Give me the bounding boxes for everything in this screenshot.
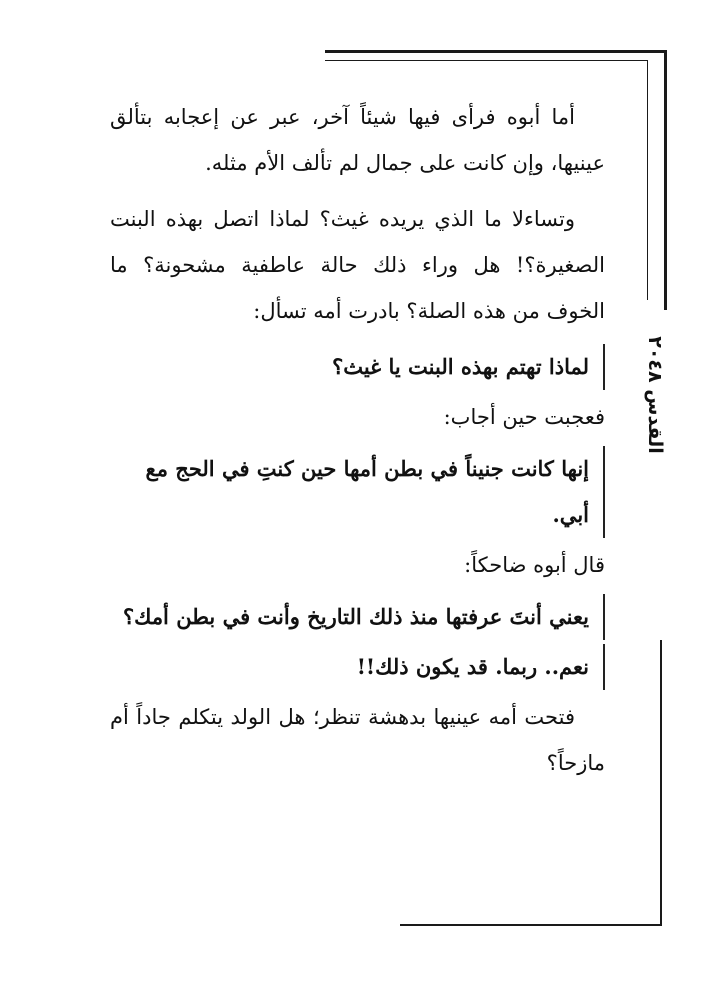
- frame-bottom-line: [400, 924, 662, 926]
- paragraph-3: فتحت أمه عينيها بدهشة تنظر؛ هل الولد يتكلم جاداً أم مازحاً؟: [110, 705, 605, 775]
- dialogue-intro-2: فعجبت حين أجاب:: [443, 405, 605, 429]
- dialogue-quote-3: يعني أنتَ عرفتها منذ ذلك التاريخ وأنت في بطن أمك؟: [110, 594, 605, 640]
- dialogue-quote-1: لماذا تهتم بهذه البنت يا غيث؟: [110, 344, 605, 390]
- page-body: [110, 94, 605, 796]
- paragraph-1: أما أبوه فرأى فيها شيئاً آخر، عبر عن إعجابه بتألق عينيها، وإن كانت على جمال لم تألف الأم مثله.: [110, 105, 605, 175]
- frame-right-inner-line: [647, 60, 648, 300]
- frame-top-inner-line: [325, 60, 647, 61]
- frame-right-line: [664, 50, 667, 310]
- frame-top-line: [325, 50, 665, 53]
- dialogue-quote-2: إنها كانت جنيناً في بطن أمها حين كنتِ في الحج مع أبي.: [110, 446, 605, 538]
- paragraph-2: وتساءلا ما الذي يريده غيث؟ لماذا اتصل بهذه البنت الصغيرة؟! هل وراء ذلك حالة عاطفية مشحونة؟ ما الخوف من هذه الصلة؟ بادرت أمه تسأل:: [110, 207, 605, 323]
- dialogue-intro-3: قال أبوه ضاحكاً:: [464, 553, 605, 577]
- book-title-text: القدس ٢٠٤٨: [644, 336, 666, 454]
- dialogue-quote-4: نعم.. ربما. قد يكون ذلك!!: [110, 644, 605, 690]
- frame-bottom-right-line: [660, 640, 662, 926]
- book-title-side-label: [620, 336, 690, 454]
